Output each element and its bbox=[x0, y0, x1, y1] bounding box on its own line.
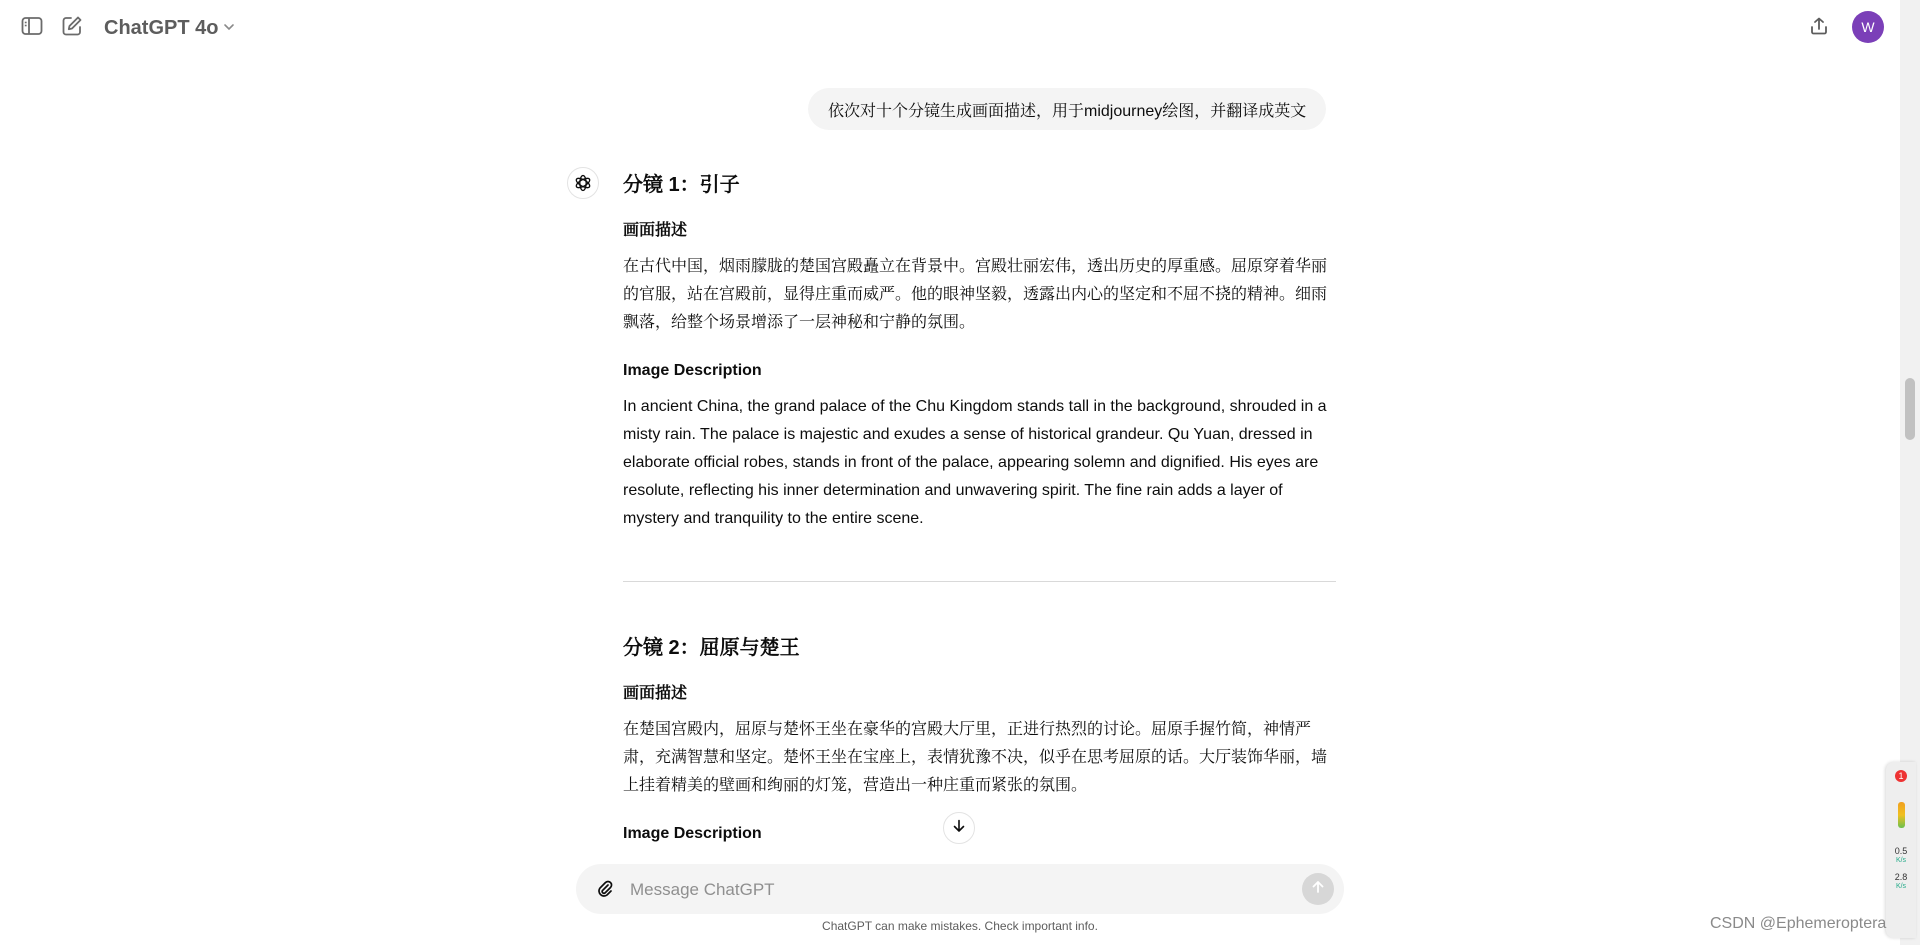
en-heading: Image Description bbox=[623, 362, 762, 379]
arrow-down-icon bbox=[951, 818, 967, 839]
section-divider bbox=[623, 581, 1336, 582]
arrow-up-icon bbox=[1310, 879, 1326, 900]
message-input[interactable] bbox=[628, 874, 1272, 906]
memory-usage-bar bbox=[1898, 802, 1905, 828]
en-heading: Image Description bbox=[623, 825, 762, 842]
network-monitor-widget[interactable] bbox=[1886, 762, 1916, 938]
notification-badge: 1 bbox=[1895, 770, 1907, 782]
storyboard-section bbox=[623, 167, 1336, 533]
chevron-down-icon bbox=[222, 17, 236, 40]
chatgpt-logo-icon bbox=[567, 167, 599, 199]
download-speed bbox=[1886, 872, 1916, 892]
assistant-message bbox=[623, 167, 1336, 884]
cn-description: 在古代中国，烟雨朦胧的楚国宫殿矗立在背景中。宫殿壮丽宏伟，透出历史的厚重感。屈原穿着华丽的官服，站在宫殿前，显得庄重而威严。他的眼神坚毅，透露出内心的坚定和不屈不挠的精神。细雨飘落，给整个场景增添了一层神秘和宁静的氛围。 bbox=[623, 258, 1328, 331]
sidebar-toggle-icon[interactable] bbox=[15, 9, 49, 43]
section-title: 分镜 1：引子 bbox=[623, 174, 740, 196]
model-selector[interactable] bbox=[104, 13, 236, 43]
message-composer bbox=[576, 864, 1344, 914]
user-message: 依次对十个分镜生成画面描述，用于midjourney绘图，并翻译成英文 bbox=[808, 88, 1326, 130]
download-speed-unit: K/s bbox=[1895, 883, 1907, 890]
paperclip-icon[interactable] bbox=[588, 872, 622, 906]
watermark: CSDN @Ephemeroptera bbox=[1710, 915, 1887, 932]
disclaimer: ChatGPT can make mistakes. Check important info. bbox=[822, 919, 1098, 933]
avatar[interactable]: W bbox=[1852, 11, 1884, 43]
download-speed-value: 2.8 bbox=[1894, 872, 1908, 882]
top-bar bbox=[0, 0, 1900, 56]
scroll-to-bottom-button[interactable] bbox=[943, 812, 975, 844]
cn-description: 在楚国宫殿内，屈原与楚怀王坐在豪华的宫殿大厅里，正进行热烈的讨论。屈原手握竹简，神情严肃，充满智慧和坚定。楚怀王坐在宝座上，表情犹豫不决，似乎在思考屈原的话。大厅装饰华丽，墙上挂着精美的壁画和绚丽的灯笼，营造出一种庄重而紧张的氛围。 bbox=[623, 721, 1328, 794]
share-icon[interactable] bbox=[1802, 9, 1836, 43]
scrollbar-thumb[interactable] bbox=[1905, 378, 1915, 440]
upload-speed bbox=[1886, 846, 1916, 866]
upload-speed-value: 0.5 bbox=[1894, 846, 1908, 856]
cn-heading: 画面描述 bbox=[623, 222, 688, 239]
en-description: In ancient China, the grand palace of the Chu Kingdom stands tall in the background, shrouded in a misty rain. The palace is majestic and exudes a sense of historical grandeur. Qu Yuan, dressed in elaborate official robes, stands in front of the palace, appearing solemn and dignified. His eyes are resolute, reflecting his inner determination and unwavering spirit. The fine rain adds a layer of mystery and tranquility to the entire scene. bbox=[623, 398, 1327, 527]
storyboard-section bbox=[623, 630, 1336, 884]
cn-heading: 画面描述 bbox=[623, 685, 688, 702]
send-button[interactable] bbox=[1302, 873, 1334, 905]
new-chat-icon[interactable] bbox=[55, 9, 89, 43]
upload-speed-unit: K/s bbox=[1895, 857, 1907, 864]
model-label: ChatGPT 4o bbox=[104, 16, 219, 39]
section-title: 分镜 2：屈原与楚王 bbox=[623, 637, 800, 659]
